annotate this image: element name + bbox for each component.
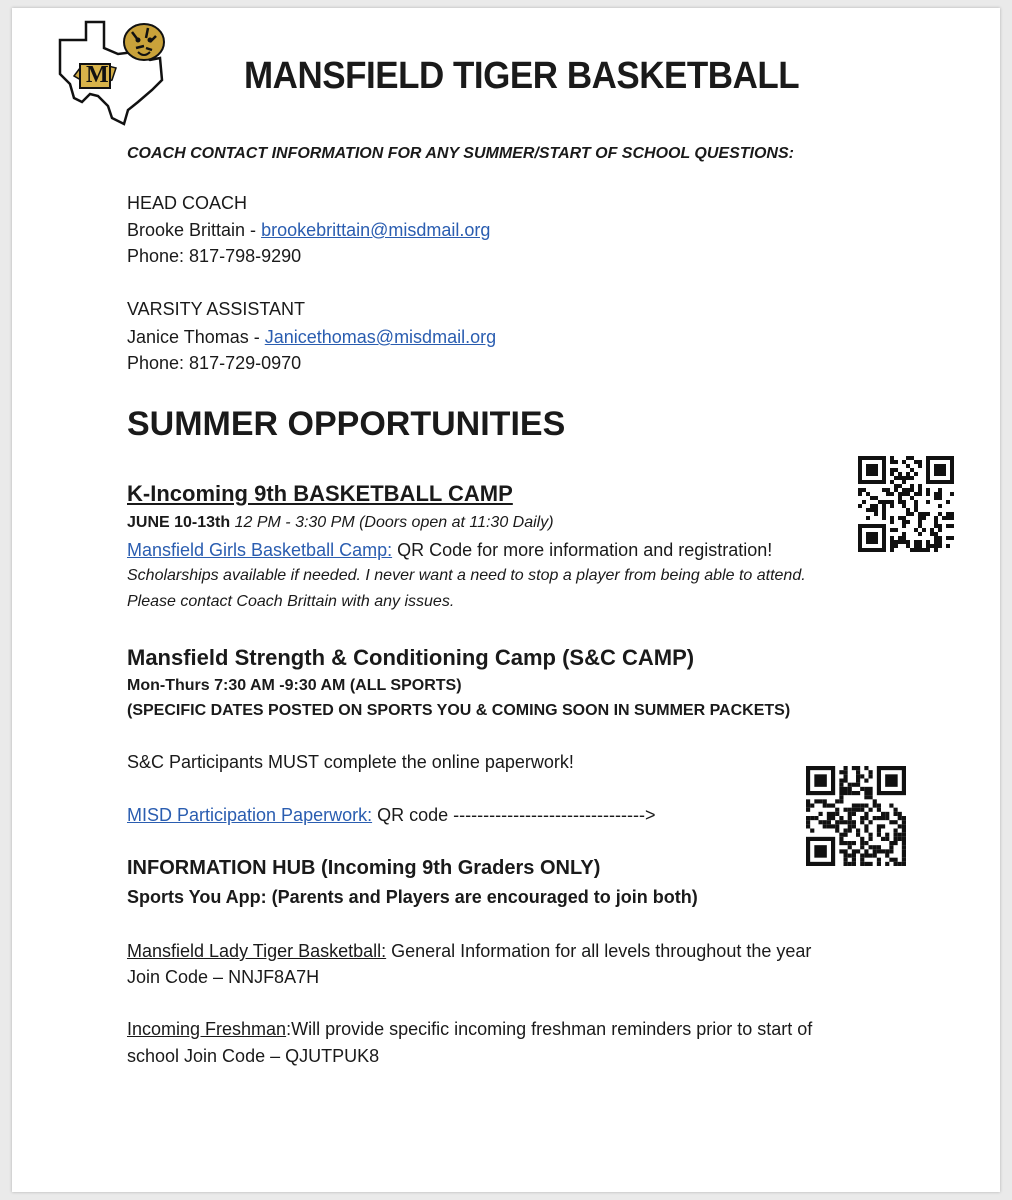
assistant-line bbox=[127, 327, 496, 348]
page-title: MANSFIELD TIGER BASKETBALL bbox=[244, 55, 800, 97]
snc-must: S&C Participants MUST complete the online paperwork! bbox=[127, 752, 574, 772]
lady-tiger-label[interactable]: Mansfield Lady Tiger Basketball: bbox=[127, 941, 387, 961]
snc-dates-note: (SPECIFIC DATES POSTED ON SPORTS YOU & COMING SOON IN SUMMER PACKETS) bbox=[127, 702, 791, 719]
paperwork-link[interactable]: MISD Participation Paperwork: bbox=[127, 805, 373, 825]
snc-title: Mansfield Strength & Conditioning Camp (S&C CAMP) bbox=[127, 645, 695, 670]
camp-schedule bbox=[127, 514, 554, 532]
paperwork-link-text: QR code --------------------------------> bbox=[372, 805, 656, 825]
qr-code-icon[interactable] bbox=[858, 456, 954, 552]
contact-heading: COACH CONTACT INFORMATION FOR ANY SUMMER/START OF SCHOOL QUESTIONS: bbox=[127, 145, 794, 162]
camp-title: K-Incoming 9th BASKETBALL CAMP bbox=[127, 481, 513, 506]
assistant-role: VARSITY ASSISTANT bbox=[127, 299, 306, 319]
assistant-email-link[interactable]: Janicethomas@misdmail.org bbox=[264, 327, 497, 347]
head-coach-name: Brooke Brittain - bbox=[127, 220, 262, 240]
snc-schedule: Mon-Thurs 7:30 AM -9:30 AM (ALL SPORTS) bbox=[127, 677, 462, 694]
camp-registration-link[interactable]: Mansfield Girls Basketball Camp: bbox=[127, 540, 393, 560]
lady-tiger-join-code: Join Code – NNJF8A7H bbox=[127, 967, 320, 987]
snc-link-line bbox=[127, 805, 655, 826]
camp-dates: JUNE 10-13th bbox=[127, 514, 231, 531]
logo-letter: M bbox=[86, 62, 109, 88]
head-coach-phone: Phone: 817-798-9290 bbox=[127, 246, 302, 266]
assistant-phone: Phone: 817-729-0970 bbox=[127, 353, 302, 373]
freshman-label[interactable]: Incoming Freshman bbox=[127, 1019, 287, 1039]
freshman-line bbox=[127, 1019, 812, 1040]
camp-link-line bbox=[127, 540, 772, 561]
camp-note-1: Scholarships available if needed. I never want a need to stop a player from being able to attend. bbox=[127, 567, 806, 584]
hub-subtitle: Sports You App: (Parents and Players are encouraged to join both) bbox=[127, 887, 698, 907]
hub-title: INFORMATION HUB (Incoming 9th Graders ONLY) bbox=[127, 857, 601, 879]
summer-heading: SUMMER OPPORTUNITIES bbox=[127, 405, 566, 443]
camp-note-2: Please contact Coach Brittain with any issues. bbox=[127, 593, 455, 610]
head-coach-role: HEAD COACH bbox=[127, 193, 248, 213]
camp-times: 12 PM - 3:30 PM (Doors open at 11:30 Daily) bbox=[230, 514, 554, 531]
qr-code-icon[interactable] bbox=[806, 766, 906, 866]
lady-tiger-line bbox=[127, 941, 811, 962]
head-coach-line bbox=[127, 220, 490, 241]
lady-tiger-text: General Information for all levels throughout the year bbox=[386, 941, 812, 961]
tiger-texas-logo-icon bbox=[52, 18, 168, 128]
assistant-name: Janice Thomas - bbox=[127, 327, 265, 347]
freshman-join-code: school Join Code – QJUTPUK8 bbox=[127, 1046, 380, 1066]
head-coach-email-link[interactable]: brookebrittain@misdmail.org bbox=[261, 220, 491, 240]
camp-link-text: QR Code for more information and registration! bbox=[392, 540, 773, 560]
freshman-text: :Will provide specific incoming freshman reminders prior to start of bbox=[286, 1019, 813, 1039]
